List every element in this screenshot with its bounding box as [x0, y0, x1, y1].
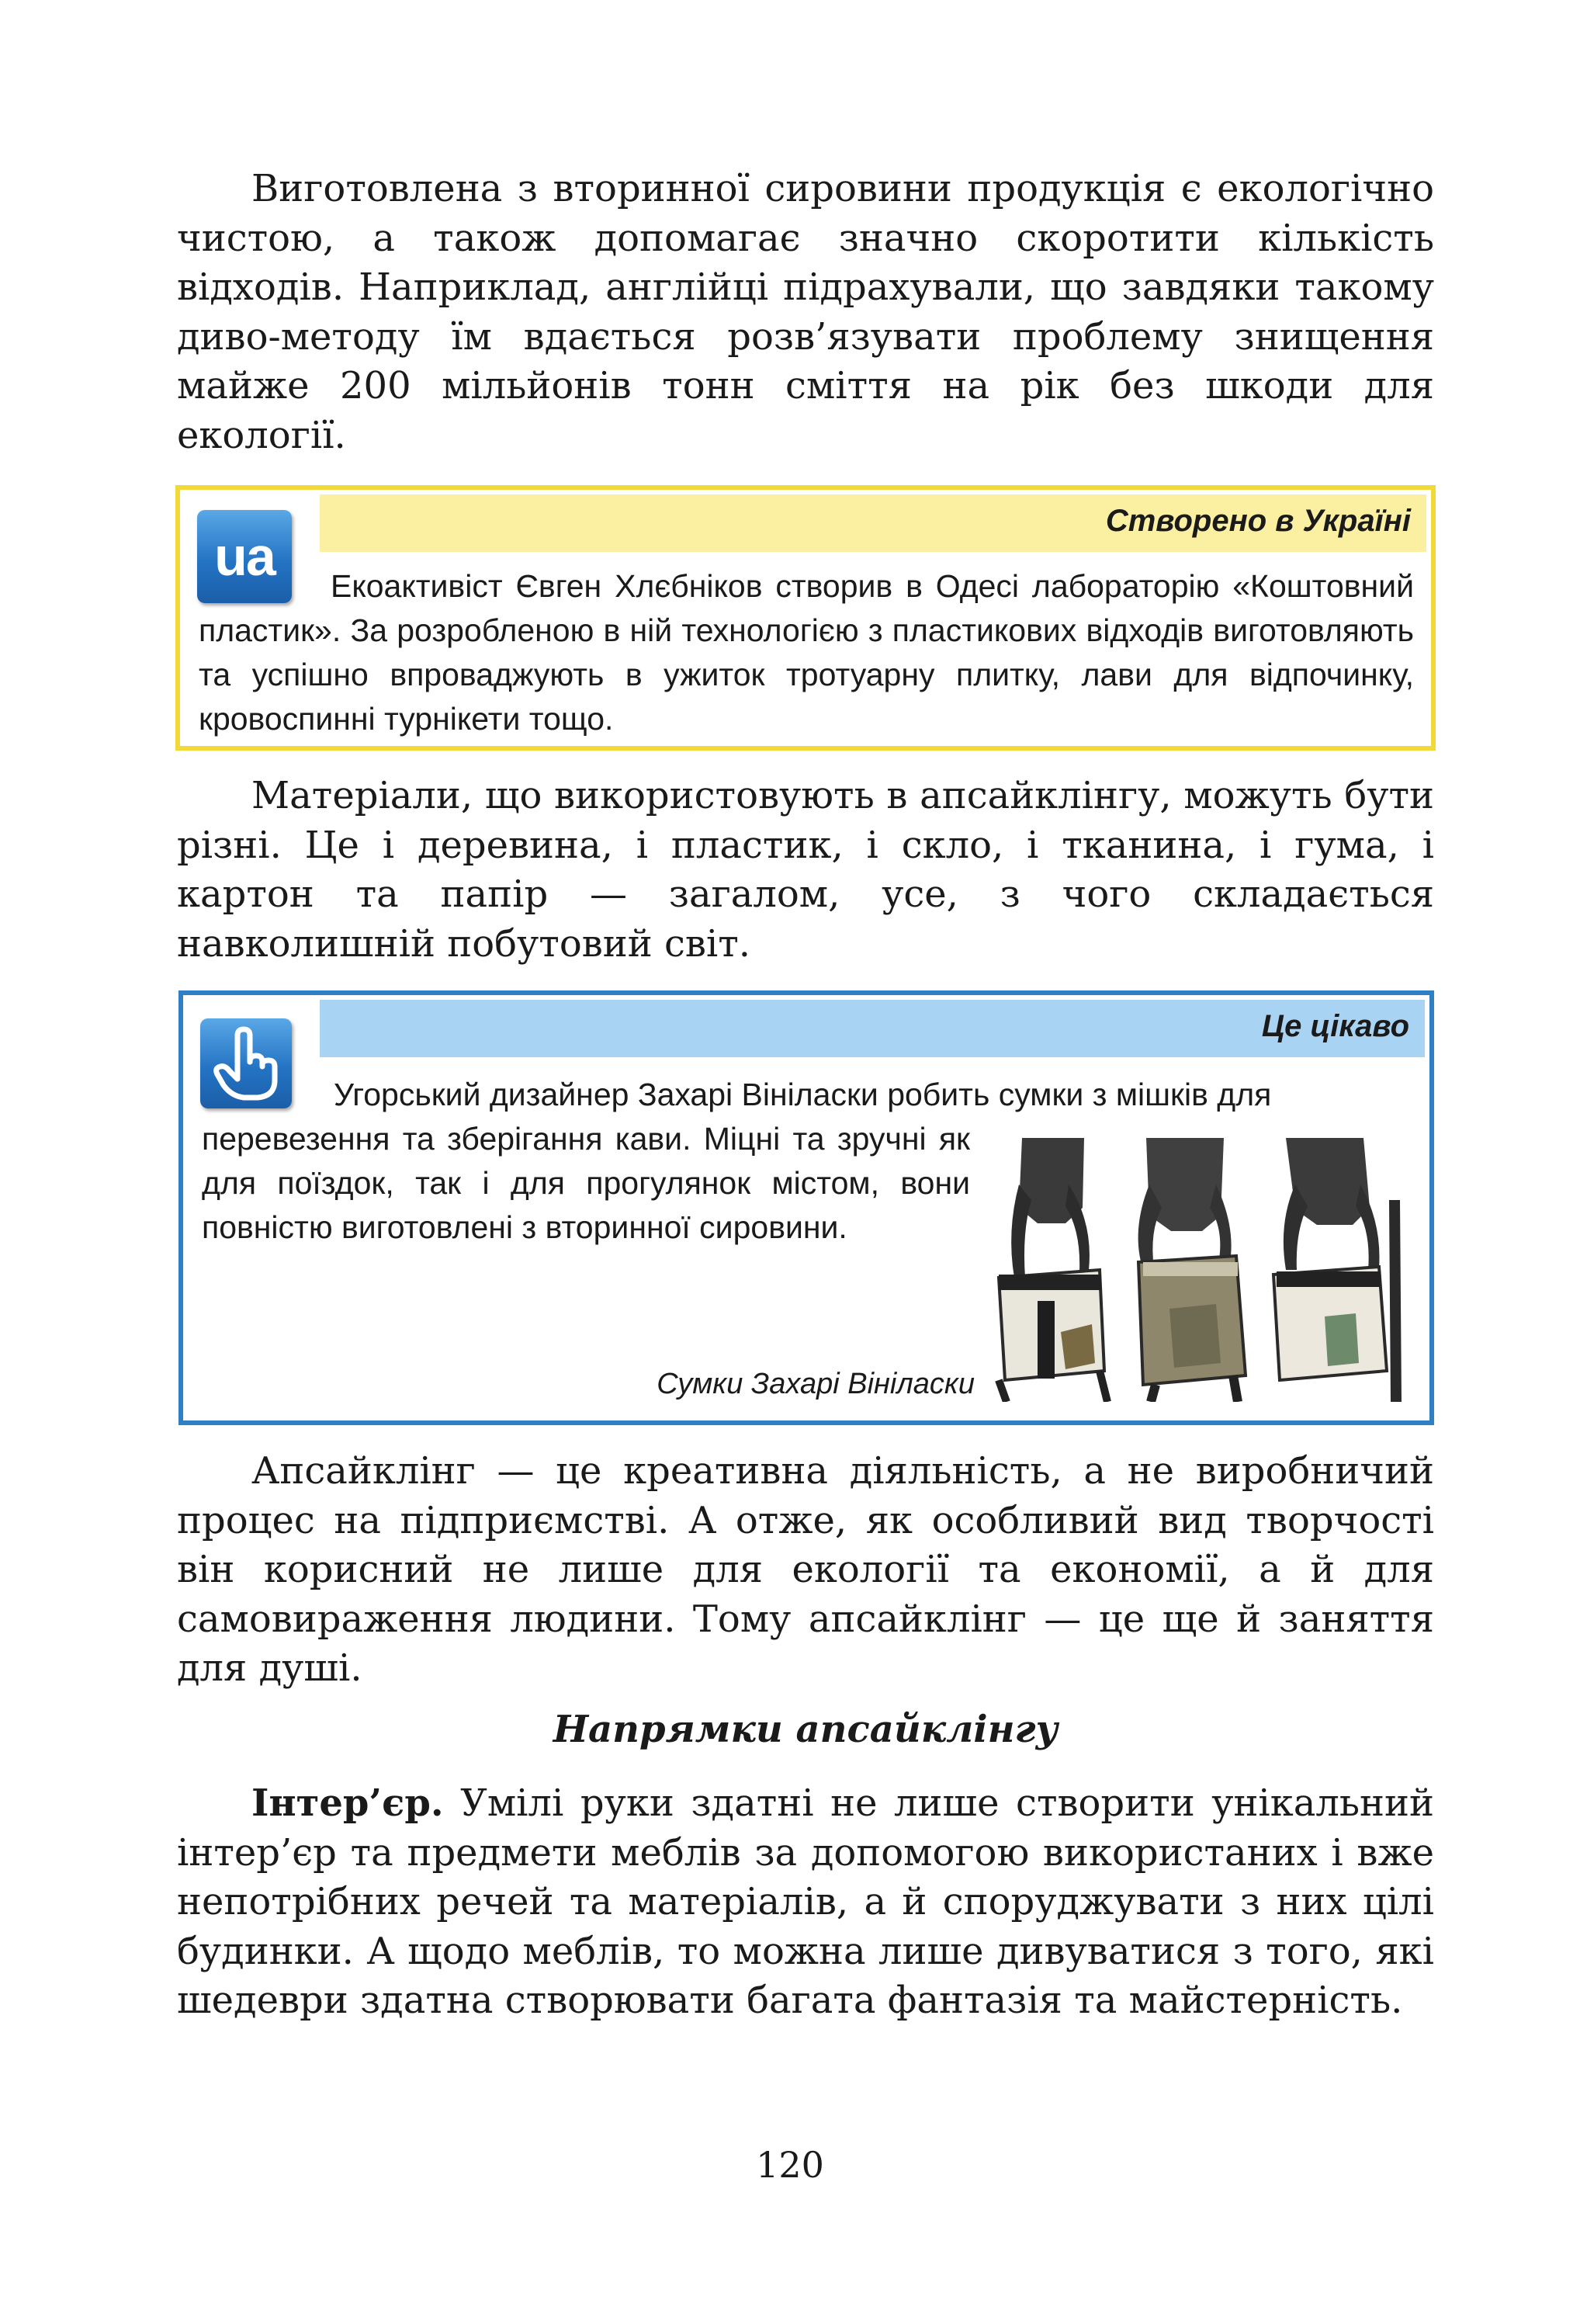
interesting-fact-header-band: [320, 1000, 1425, 1057]
interesting-fact-text: перевезення та зберігання кави. Міцні та зручні як для поїздок, так і для прогулянок містом, вони повністю виготовлені з вторинної сировини.: [202, 1121, 970, 1245]
paragraph-recycled-products: Виготовлена з вторинної сировини продукція є екологічно чистою, а також допомагає значно скоротити кількість відходів. Наприклад, англійці підрахували, що завдяки такому диво-методу їм вдається розв’язувати проблему знищення майже 200 мільйонів тонн сміття на рік без шкоди для екології.: [177, 167, 1434, 457]
made-in-ukraine-header-band: [320, 494, 1426, 552]
interesting-fact-title: Це цікаво: [1261, 1009, 1409, 1043]
bags-photo-caption: Сумки Захарі Вініласки: [657, 1368, 975, 1400]
ua-icon: ua: [197, 510, 292, 603]
bags-photo: [991, 1138, 1410, 1402]
made-in-ukraine-text: Екоактивіст Євген Хлєбніков створив в Одесі лабораторію «Коштовний пластик». За розробленою в ній технологією з пластикових відходів виготовляють та успішно впроваджують в ужиток тротуарну плитку, лави для відпочинку, кровоспинні турнікети тощо.: [199, 568, 1414, 737]
made-in-ukraine-box: [175, 485, 1436, 751]
paragraph-upcycling-creative: Апсайклінг — це креативна діяльність, а не виробничий процес на підприємстві. А отже, як особливий вид творчості він корисний не лише для екології та економії, а й для самовираження людини. Тому апсайклінг — це ще й заняття для душі.: [177, 1449, 1434, 1690]
page-number: 120: [756, 2144, 824, 2186]
interesting-fact-box: [178, 990, 1434, 1425]
bag-figure-3: [1273, 1138, 1396, 1402]
made-in-ukraine-title: Створено в Україні: [1105, 504, 1411, 538]
bag-figure-1: [999, 1138, 1107, 1402]
section-heading: Напрямки апсайклінгу: [553, 1708, 1059, 1751]
paragraph-interior: [177, 1779, 1434, 2026]
paragraph-materials: Матеріали, що використовують в апсайклінгу, можуть бути різні. Це і деревина, і пластик, і скло, і тканина, і гума, і картон та папір — загалом, усе, з чого складається навколишній побутовий світ.: [177, 774, 1434, 966]
interesting-fact-lead: Угорський дизайнер Захарі Вініласки робить сумки з мішків для: [334, 1077, 1272, 1112]
interior-term: Інтер’єр.: [251, 1781, 444, 1825]
bag-figure-2: [1138, 1138, 1246, 1402]
interior-text: Умілі руки здатні не лише створити унікальний інтер’єр та предмети меблів за допомогою використаних і вже непотрібних речей та матеріалів, а й споруджувати з них цілі будинки. А щодо меблів, то можна лише дивуватися з того, які шедеври здатна створювати багата фантазія та майстерність.: [177, 1781, 1434, 2022]
